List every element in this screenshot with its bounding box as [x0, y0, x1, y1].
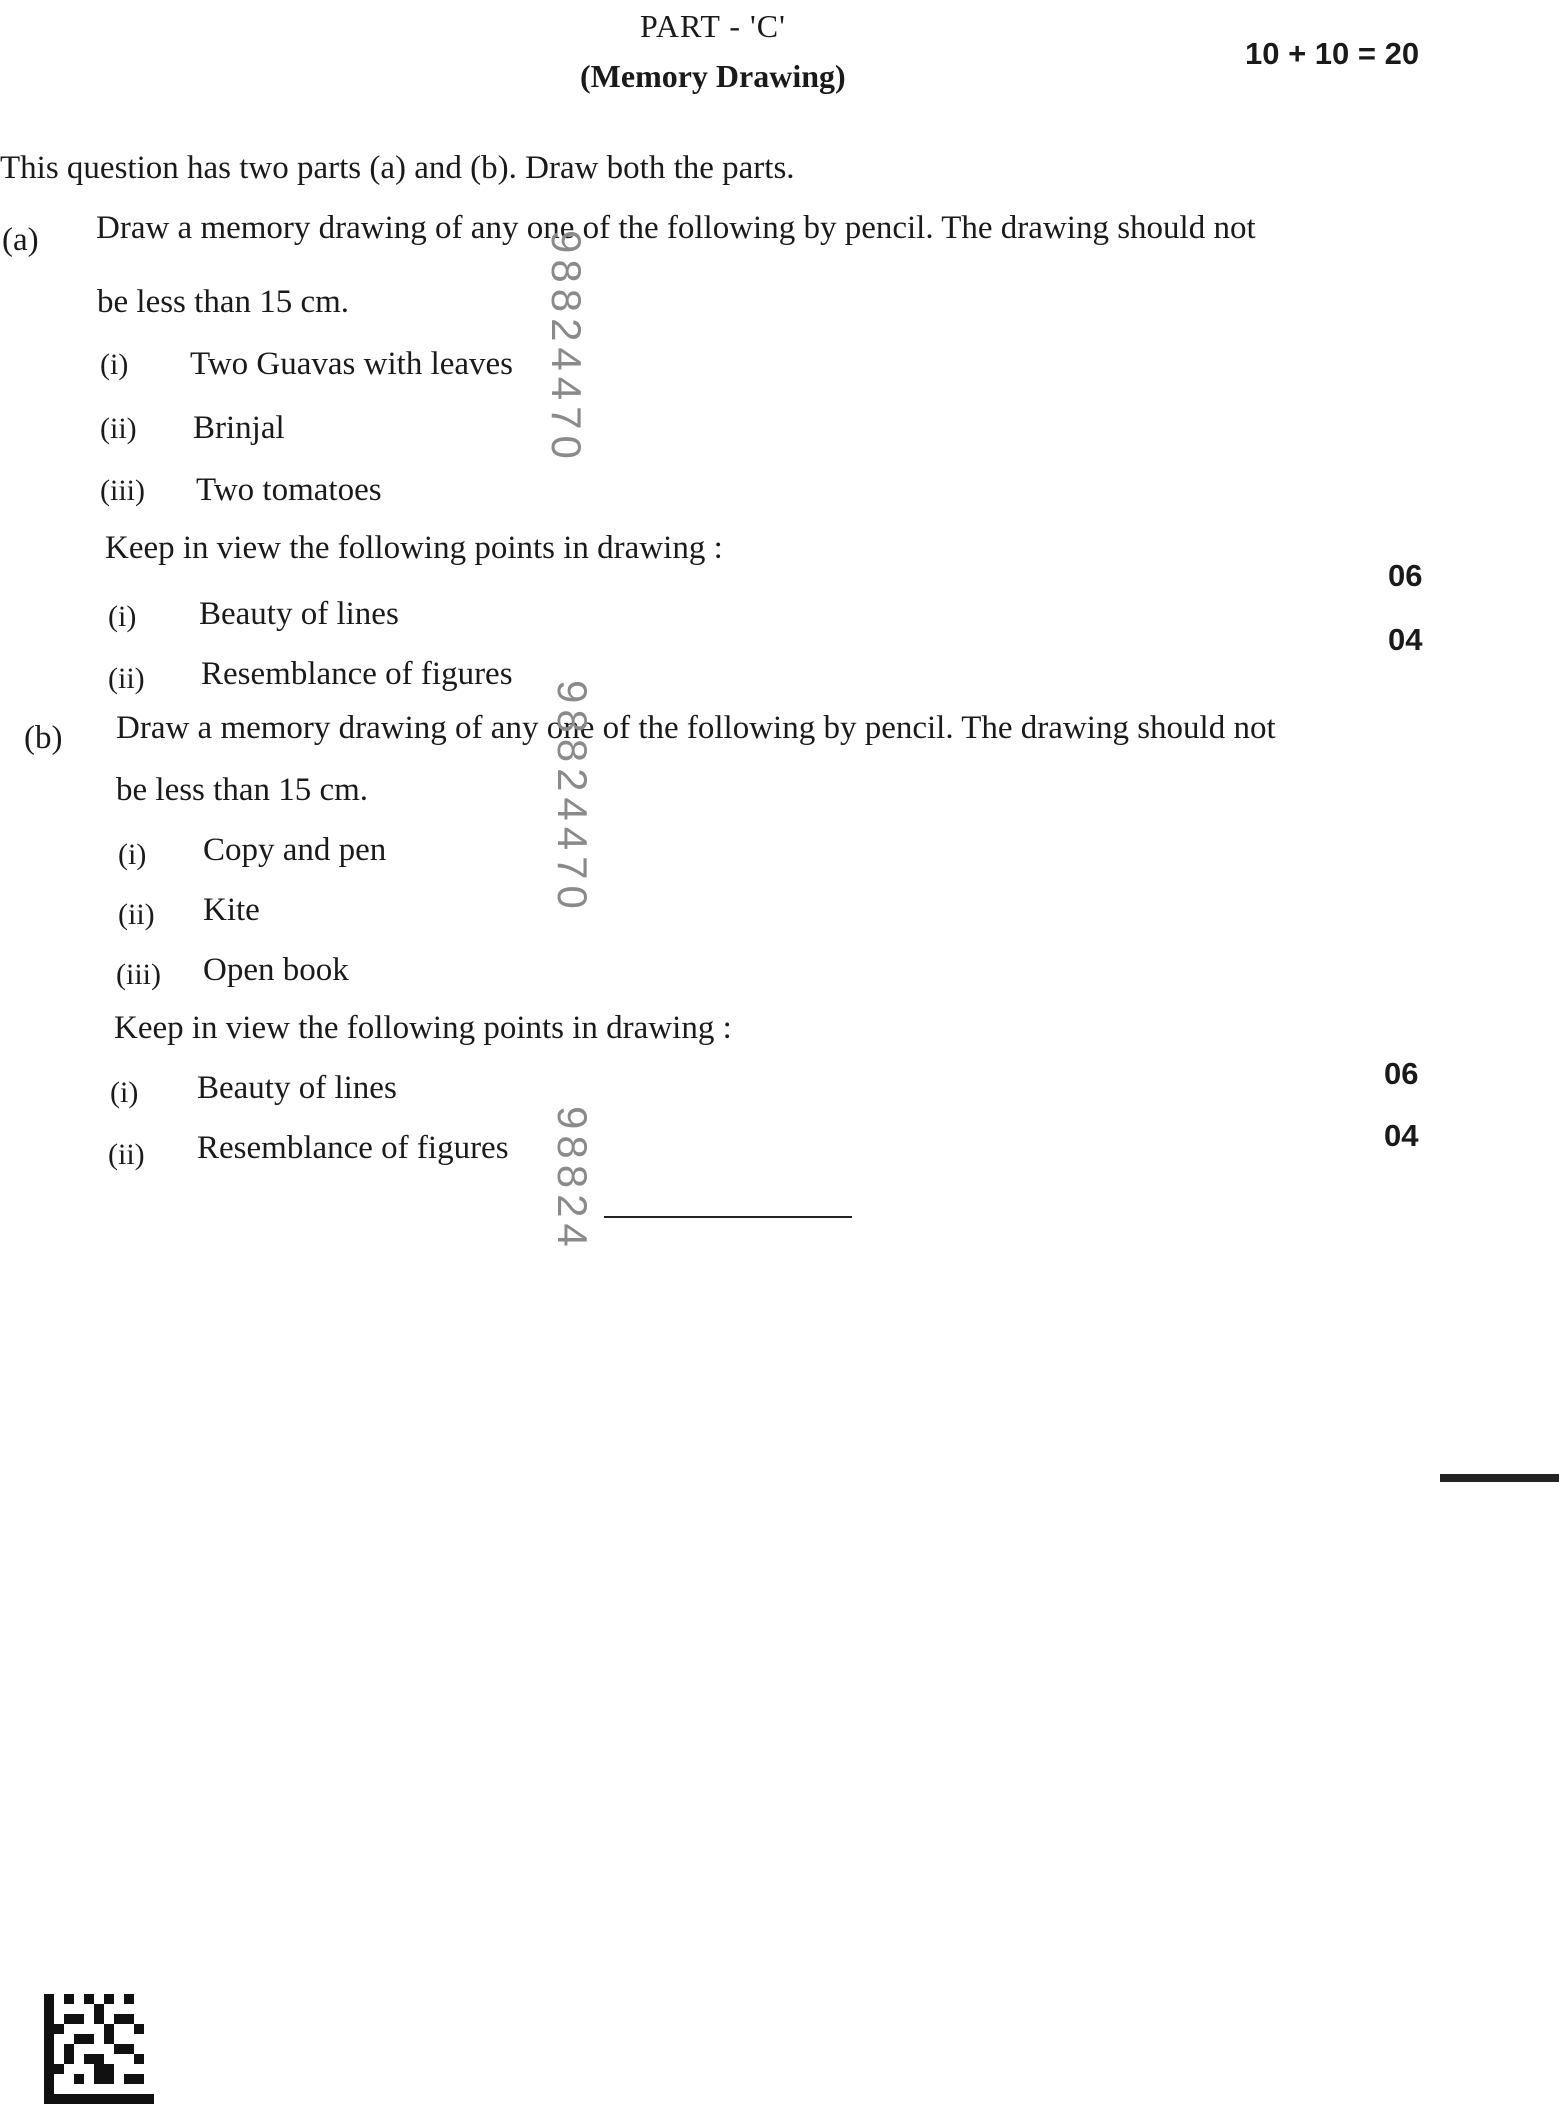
part-a-keep-in-view: Keep in view the following points in drawing :	[105, 530, 723, 566]
part-b-point-num: (i)	[110, 1076, 139, 1109]
part-a-point-text: Resemblance of figures	[201, 656, 513, 692]
part-b-instruction-line1: Draw a memory drawing of any one of the following by pencil. The drawing should not	[116, 710, 1276, 746]
part-a-point-marks: 06	[1388, 558, 1423, 593]
part-b-point-text: Beauty of lines	[197, 1070, 397, 1106]
part-a-label: (a)	[2, 222, 39, 258]
total-marks: 10 + 10 = 20	[1245, 36, 1420, 71]
watermark-number: 98824470	[549, 680, 596, 915]
intro-text: This question has two parts (a) and (b). Draw both the parts.	[0, 150, 795, 186]
part-a-option-text: Two tomatoes	[196, 472, 382, 508]
part-b-point-marks: 04	[1384, 1118, 1419, 1153]
part-b-option-num: (ii)	[118, 898, 155, 931]
edge-mark	[1440, 1474, 1559, 1482]
watermark-number: 98824470	[543, 230, 590, 465]
part-a-point-num: (ii)	[108, 662, 145, 695]
part-b-option-text: Open book	[203, 952, 349, 988]
part-a-instruction-line2: be less than 15 cm.	[97, 284, 350, 320]
part-b-option-text: Copy and pen	[203, 832, 387, 868]
part-a-point-num: (i)	[108, 600, 137, 633]
part-b-option-num: (i)	[118, 838, 147, 871]
part-b-keep-in-view: Keep in view the following points in drawing :	[114, 1010, 732, 1046]
section-subtitle: (Memory Drawing)	[580, 58, 846, 94]
part-a-option-text: Brinjal	[193, 410, 285, 446]
part-b-instruction-line2: be less than 15 cm.	[116, 772, 369, 808]
part-b-point-num: (ii)	[108, 1138, 145, 1171]
part-a-instruction-line1: Draw a memory drawing of any one of the following by pencil. The drawing should not	[96, 210, 1256, 246]
part-a-option-num: (ii)	[100, 412, 137, 445]
part-b-option-num: (iii)	[116, 958, 161, 991]
end-rule	[604, 1216, 852, 1218]
part-b-point-text: Resemblance of figures	[197, 1130, 509, 1166]
part-b-label: (b)	[24, 720, 63, 756]
part-b-point-marks: 06	[1384, 1056, 1419, 1091]
part-title: PART - 'C'	[640, 8, 786, 44]
part-b-option-text: Kite	[203, 892, 260, 928]
part-a-option-text: Two Guavas with leaves	[190, 346, 514, 382]
part-a-point-marks: 04	[1388, 622, 1423, 657]
part-a-option-num: (i)	[100, 348, 129, 381]
part-a-option-num: (iii)	[100, 474, 145, 507]
qr-code-icon	[44, 1994, 154, 2104]
part-a-point-text: Beauty of lines	[199, 596, 399, 632]
watermark-number: 98824	[549, 1106, 596, 1253]
